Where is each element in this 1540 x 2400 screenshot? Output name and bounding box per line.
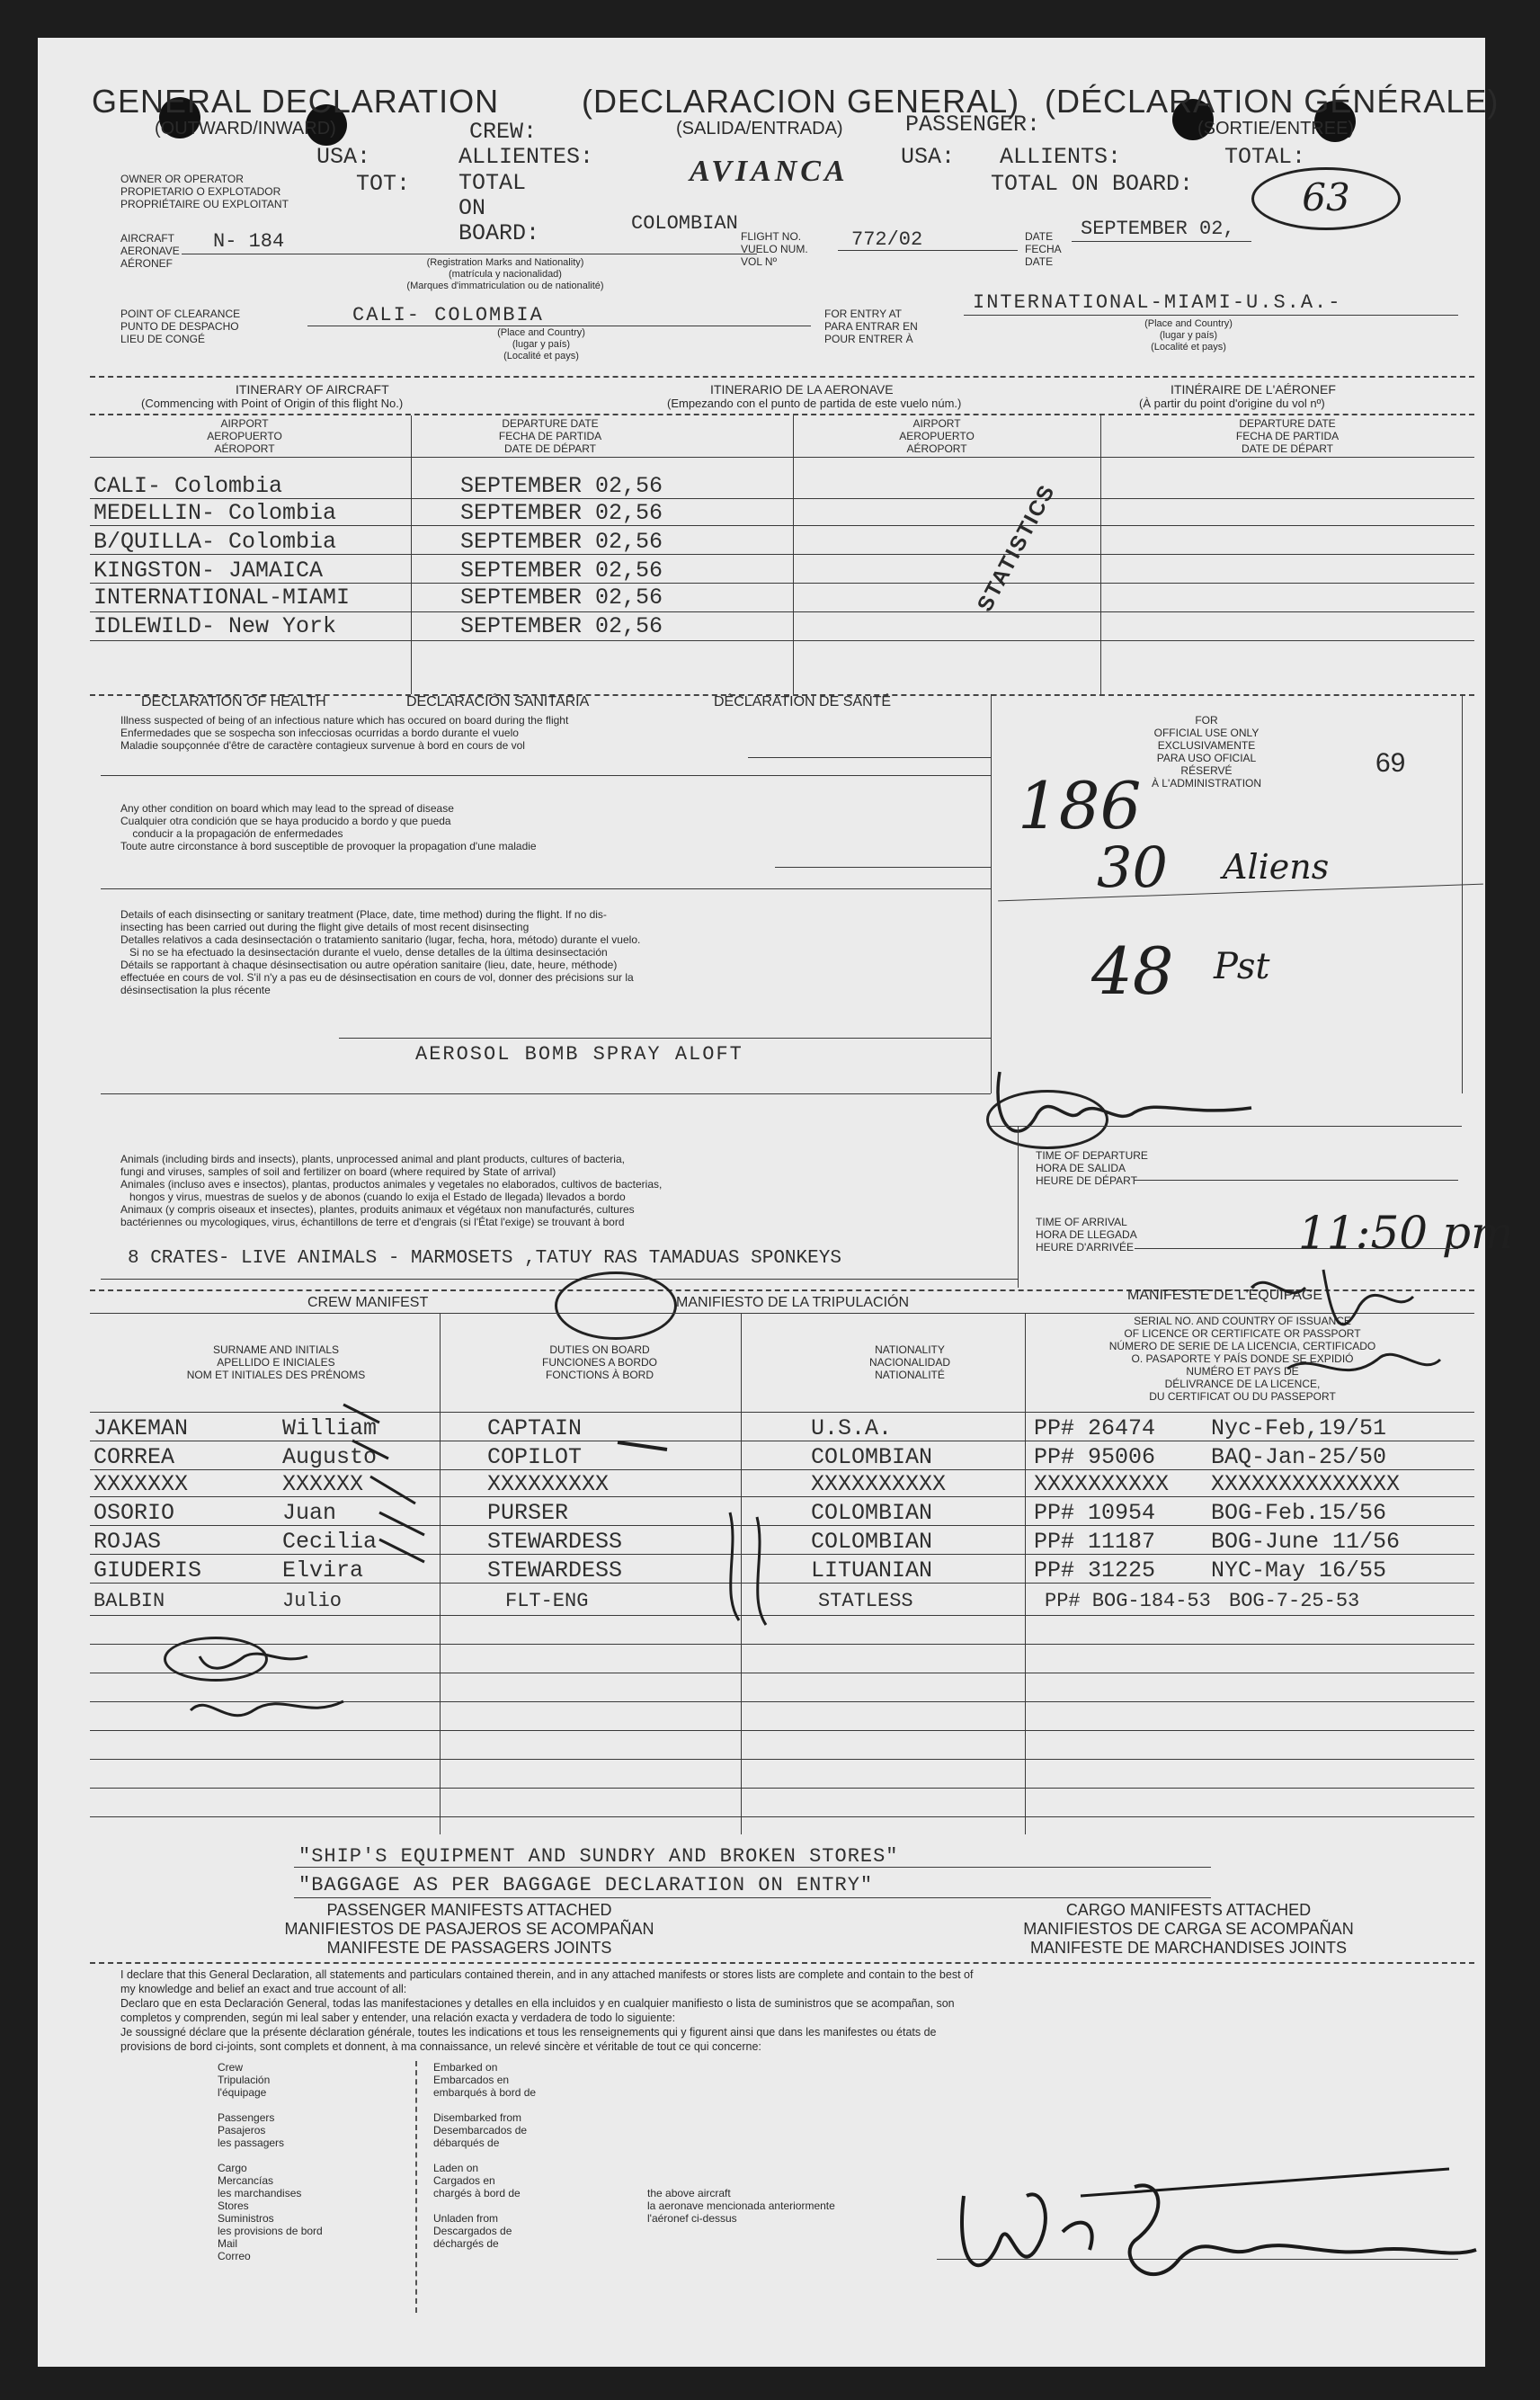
itinerary-title-es: ITINERARIO DE LA AERONAVE xyxy=(710,382,894,397)
itinerary-date: SEPTEMBER 02,56 xyxy=(460,584,663,611)
crew-duty: STEWARDESS xyxy=(487,1529,623,1555)
crew-surname: OSORIO xyxy=(93,1500,175,1526)
subtitle-french: (SORTIE/ENTREE) xyxy=(1197,119,1355,138)
health-para-disinsecting: Details of each disinsecting or sanitary treatment (Place, date, time method) during the flight. If no dis- insecting has been carried out during the flight give details of most recent disinsecting Detalles relativos a cada desinsectación o tratamiento sanitario (lugar, fecha, hora, método) durante el vuelo. Si no se ha efectuado la desinsectación durante el vuelo, dense detalles de la última desinsectación Détails se rapportant à chaque désinsectisation ou autre opération sanitaire (lieu, date, heure, méthode) effectuée en cours de vol. S'il n'y a pas eu de désinsectisation en cours de vol, donner des précisions sur la désinsectisation la plus récente xyxy=(120,908,641,996)
col-airport-right: AIRPORT AEROPUERTO AÉROPORT xyxy=(899,417,975,455)
entry-value: INTERNATIONAL-MIAMI-U.S.A.- xyxy=(973,291,1342,314)
crew-initials: XXXXXX xyxy=(282,1471,364,1497)
title-spanish: (DECLARACION GENERAL) xyxy=(582,83,1020,120)
aircraft-value: N- 184 xyxy=(213,230,285,253)
health-title-en: DECLARATION OF HEALTH xyxy=(141,694,326,709)
handwritten-count-2: 30 xyxy=(1097,834,1168,900)
official-number: 69 xyxy=(1375,748,1406,778)
place-note-left: (Place and Country) (lugar y país) (Localité et pays) xyxy=(497,327,585,361)
passenger-label: PASSENGER: xyxy=(905,112,1041,138)
aircraft-label: AIRCRAFT AERONAVE AÉRONEF xyxy=(120,232,180,270)
handwritten-circle-mark xyxy=(555,1271,677,1340)
crew-licence: XXXXXXXXXX xyxy=(1034,1471,1170,1497)
crew-licence: PP# 31225 xyxy=(1034,1557,1156,1584)
health-title-es: DECLARACIÓN SANITARIA xyxy=(406,694,590,709)
crew-duty: XXXXXXXXX xyxy=(487,1471,610,1497)
document-page xyxy=(38,38,1514,2367)
itinerary-airport: KINGSTON- JAMAICA xyxy=(93,558,324,584)
tot-left-label: TOT: xyxy=(356,171,411,197)
crew-surname: XXXXXXX xyxy=(93,1471,189,1497)
handwritten-aliens: Aliens xyxy=(1223,847,1330,887)
crew-nationality: U.S.A. xyxy=(811,1415,893,1441)
crew-nationality: STATLESS xyxy=(818,1590,913,1612)
crew-licence: PP# 10954 xyxy=(1034,1500,1156,1526)
crew-handwritten-marks xyxy=(173,1629,460,1737)
crew-surname: GIUDERIS xyxy=(93,1557,202,1584)
clearance-label: POINT OF CLEARANCE PUNTO DE DESPACHO LIEU DE CONGÉ xyxy=(120,308,241,345)
handwritten-pst: Pst xyxy=(1214,946,1270,987)
total-right-label: TOTAL: xyxy=(1224,144,1306,170)
animals-value: 8 CRATES- LIVE ANIMALS - MARMOSETS ,TATUY RAS TAMADUAS SPONKEYS xyxy=(128,1248,841,1269)
itinerary-note-fr: (À partir du point d'origine du vol nº) xyxy=(1139,397,1325,410)
disinsecting-value: AEROSOL BOMB SPRAY ALOFT xyxy=(415,1043,743,1066)
crew-nationality: COLOMBIAN xyxy=(811,1529,933,1555)
total-on-board-left-label: TOTAL ON BOARD: xyxy=(458,170,540,246)
crew-issued: XXXXXXXXXXXXXX xyxy=(1211,1471,1401,1497)
title-french: (DÉCLARATION GÉNÉRALE) xyxy=(1045,83,1500,120)
col-departure-left: DEPARTURE DATE FECHA DE PARTIDA DATE DE DÉPART xyxy=(498,417,602,455)
flight-label: FLIGHT NO. VUELO NUM. VOL Nº xyxy=(741,230,808,268)
itinerary-airport: CALI- Colombia xyxy=(93,473,283,499)
col-crew-nationality: NATIONALITY NACIONALIDAD NATIONALITÉ xyxy=(868,1343,951,1381)
crew-issued: BOG-Feb.15/56 xyxy=(1211,1500,1387,1526)
clearance-value: CALI- COLOMBIA xyxy=(352,304,544,326)
animals-text: Animals (including birds and insects), plants, unprocessed animal and plant products, cultures of bacteria, fungi and viruses, samples of soil and fertilizer on board (where required by State of arrival) Animales (incluso aves e insectos), plantas, productos animales y vegetales no elaborados, cultivos de bacterias, hongos y virus, muestras de suelos y de abonos (cuando lo exija el Estado de llegada) llevados a bordo Animaux (y compris oiseaux et insectes), plantes, produits animaux et végétaux non manufacturés, cultures bactériennes ou mycologiques, virus, échantillons de terre et d'engrais (si l'État l'exige) se trouvant à bord xyxy=(120,1153,663,1228)
crew-nationality: LITUANIAN xyxy=(811,1557,933,1584)
registration-note: (Registration Marks and Nationality) (matrícula y nacionalidad) (Marques d'immatriculation ou de nationalité) xyxy=(406,257,604,291)
crew-nationality: XXXXXXXXXX xyxy=(811,1471,947,1497)
crew-nationality: COLOMBIAN xyxy=(811,1444,933,1470)
total-on-board-right-label: TOTAL ON BOARD: xyxy=(991,171,1194,197)
aliens-right-label: ALLIENTS: xyxy=(1000,144,1122,170)
licence-handwritten-marks xyxy=(1233,1252,1449,1432)
crew-issued: BOG-June 11/56 xyxy=(1211,1529,1401,1555)
itinerary-note-en: (Commencing with Point of Origin of this flight No.) xyxy=(141,397,404,410)
crew-initials: Elvira xyxy=(282,1557,364,1584)
handwritten-count-3: 48 xyxy=(1091,933,1174,1009)
official-initials-signature xyxy=(982,1063,1269,1162)
health-para-illness: Illness suspected of being of an infectious nature which has occured on board during the flight Enfermedades que se sospecha son infecciosas ocurridas a bordo durante el vuelo Maladie soupçonnée d'être de caractère contagieux survenue à bord en cours de vol xyxy=(120,714,569,752)
crew-surname: BALBIN xyxy=(93,1590,165,1612)
crew-title-en: CREW MANIFEST xyxy=(307,1295,429,1310)
arrival-time-value: 11:50 pm xyxy=(1298,1207,1514,1259)
col-crew-licence: SERIAL NO. AND COUNTRY OF ISSUANCE OF LICENCE OR CERTIFICATE OR PASSPORT NÚMERO DE SERIE DE LA LICENCIA, CERTIFICADO O. PASAPORTE Y PAÍS DONDE SE EXPIDIÓ NUMÉRO ET PAYS DE DÉLIVRANCE DE LA LICENCE, DU CERTIFICAT OU DU PASSEPORT xyxy=(1108,1315,1376,1403)
crew-issued: BOG-7-25-53 xyxy=(1229,1590,1360,1612)
itinerary-airport: IDLEWILD- New York xyxy=(93,613,337,639)
place-note-right: (Place and Country) (lugar y país) (Localité et pays) xyxy=(1144,318,1233,352)
crew-licence: PP# 26474 xyxy=(1034,1415,1156,1441)
col-crew-duties: DUTIES ON BOARD FUNCIONES A BORDO FONCTIONS À BORD xyxy=(541,1343,658,1381)
crew-initials: Cecilia xyxy=(282,1529,378,1555)
declaration-categories: Crew Tripulación l'équipage Passengers Pasajeros les passagers Cargo Mercancías les marchandises Stores Suministros les provisions de bord Mail Correo xyxy=(218,2061,323,2262)
itinerary-date: SEPTEMBER 02,56 xyxy=(460,500,663,526)
crew-initials: Julio xyxy=(282,1590,343,1612)
crew-issued: Nyc-Feb,19/51 xyxy=(1211,1415,1387,1441)
col-departure-right: DEPARTURE DATE FECHA DE PARTIDA DATE DE DÉPART xyxy=(1235,417,1340,455)
date-label: DATE FECHA DATE xyxy=(1025,230,1062,268)
itinerary-date: SEPTEMBER 02,56 xyxy=(460,613,663,639)
itinerary-date: SEPTEMBER 02,56 xyxy=(460,529,663,555)
crew-duty: FLT-ENG xyxy=(505,1590,589,1612)
usa-left-label: USA: xyxy=(316,144,371,170)
title-english: GENERAL DECLARATION xyxy=(92,83,500,120)
itinerary-note-es: (Empezando con el punto de partida de este vuelo núm.) xyxy=(667,397,962,410)
crew-nationality: COLOMBIAN xyxy=(811,1500,933,1526)
crew-surname: CORREA xyxy=(93,1444,175,1470)
crew-initials: William xyxy=(282,1415,378,1441)
airline-stamp: AVIANCA xyxy=(690,155,849,188)
declaration-text: I declare that this General Declaration, all statements and particulars contained therein, and in any attached manifests or stores lists are complete and contain to the best of my knowledge and belief an exact and true account of all: Declaro que en esta Declaración General, todas las manifestaciones y detalles en ella incluidos y en cualquier manifiesto o lista de suministros que se acompañan, son completos y comprenden, según mi leal saber y entender, una relación exacta y verdadera de todo lo siguiente: Je soussigné déclare que la présente déclaration générale, toutes les indications et tous les renseignements qui y figurent ainsi que dans les manifestes ou états de provisions de bord ci-joints, sont complets et donnent, à ma connaissance, un relevé sincère et véritable de tout ce qui concerne: xyxy=(120,1968,974,2053)
handwritten-count-1: 186 xyxy=(1018,768,1142,843)
stores-line-1: "SHIP'S EQUIPMENT AND SUNDRY AND BROKEN STORES" xyxy=(298,1845,899,1868)
crew-issued: NYC-May 16/55 xyxy=(1211,1557,1387,1584)
crew-duty: PURSER xyxy=(487,1500,569,1526)
crew-duty: STEWARDESS xyxy=(487,1557,623,1584)
stores-line-2: "BAGGAGE AS PER BAGGAGE DECLARATION ON ENTRY" xyxy=(298,1874,874,1896)
col-airport-left: AIRPORT AEROPUERTO AÉROPORT xyxy=(207,417,282,455)
departure-time-label: TIME OF DEPARTURE HORA DE SALIDA HEURE DE DÉPART xyxy=(1036,1149,1148,1187)
aliens-left-label: ALLIENTES: xyxy=(458,144,594,170)
statistics-stamp: STATISTICS xyxy=(973,479,1061,616)
crew-surname: JAKEMAN xyxy=(93,1415,189,1441)
entry-label: FOR ENTRY AT PARA ENTRAR EN POUR ENTRER À xyxy=(824,308,918,345)
itinerary-date: SEPTEMBER 02,56 xyxy=(460,558,663,584)
crew-issued: BAQ-Jan-25/50 xyxy=(1211,1444,1387,1470)
captain-signature xyxy=(946,2160,1485,2295)
health-para-conditions: Any other condition on board which may lead to the spread of disease Cualquier otra condición que se haya producido a bordo y que pueda conducir a la propagación de enfermedades Toute autre circonstance à bord susceptible de provoquer la propagation d'une maladie xyxy=(120,802,537,852)
crew-initials: Juan xyxy=(282,1500,337,1526)
usa-right-label: USA: xyxy=(901,144,956,170)
crew-title-fr: MANIFESTE DE L'ÉQUIPAGE xyxy=(1127,1288,1323,1303)
subtitle-spanish: (SALIDA/ENTRADA) xyxy=(676,119,843,138)
captain-signature-graphic xyxy=(946,2160,1485,2295)
itinerary-airport: MEDELLIN- Colombia xyxy=(93,500,337,526)
crew-label: CREW: xyxy=(469,119,538,145)
itinerary-airport: INTERNATIONAL-MIAMI xyxy=(93,584,351,611)
flight-value: 772/02 xyxy=(851,228,923,251)
subtitle-english: (OUTWARD/INWARD) xyxy=(155,119,336,138)
date-value: SEPTEMBER 02, xyxy=(1081,218,1235,240)
col-crew-name: SURNAME AND INITIALS APELLIDO E INICIALES NOM ET INITIALES DES PRÉNOMS xyxy=(186,1343,366,1381)
crew-surname: ROJAS xyxy=(93,1529,162,1555)
owner-value: COLOMBIAN xyxy=(631,212,738,235)
arrival-time-label: TIME OF ARRIVAL HORA DE LLEGADA HEURE D'ARRIVÉE xyxy=(1036,1216,1137,1254)
crew-check-marks xyxy=(164,1387,793,1656)
official-use-label: FOR OFFICIAL USE ONLY EXCLUSIVAMENTE PARA USO OFICIAL RÉSERVÉ À L'ADMINISTRATION xyxy=(1151,714,1262,790)
health-title-fr: DÉCLARATION DE SANTÉ xyxy=(714,694,892,709)
itinerary-date: SEPTEMBER 02,56 xyxy=(460,473,663,499)
crew-duty: COPILOT xyxy=(487,1444,583,1470)
crew-licence: PP# 95006 xyxy=(1034,1444,1156,1470)
crew-title-es: MANIFIESTO DE LA TRIPULACIÓN xyxy=(676,1295,910,1310)
crew-licence: PP# 11187 xyxy=(1034,1529,1156,1555)
itinerary-title-en: ITINERARY OF AIRCRAFT xyxy=(236,382,389,397)
itinerary-title-fr: ITINÉRAIRE DE L'AÉRONEF xyxy=(1171,382,1336,397)
itinerary-airport: B/QUILLA- Colombia xyxy=(93,529,337,555)
crew-licence: PP# BOG-184-53 xyxy=(1045,1590,1211,1612)
cargo-manifests: CARGO MANIFESTS ATTACHED MANIFIESTOS DE CARGA SE ACOMPAÑAN MANIFESTE DE MARCHANDISES JOINTS xyxy=(1023,1901,1354,1957)
passenger-manifests: PASSENGER MANIFESTS ATTACHED MANIFIESTOS DE PASAJEROS SE ACOMPAÑAN MANIFESTE DE PASSAGERS JOINTS xyxy=(284,1901,654,1957)
crew-duty: CAPTAIN xyxy=(487,1415,583,1441)
owner-label: OWNER OR OPERATOR PROPIETARIO O EXPLOTADOR PROPRIÉTAIRE OU EXPLOITANT xyxy=(120,173,289,210)
declaration-movements: Embarked on Embarcados en embarqués à bord de Disembarked from Desembarcados de débarqués de Laden on Cargados en chargés à bord de Unladen from Descargados de déchargés de xyxy=(433,2061,537,2250)
circled-total: 63 xyxy=(1251,167,1401,230)
crew-initials: Augusto xyxy=(282,1444,378,1470)
declaration-aircraft: the above aircraft la aeronave mencionada anteriormente l'aéronef ci-dessus xyxy=(647,2187,835,2225)
